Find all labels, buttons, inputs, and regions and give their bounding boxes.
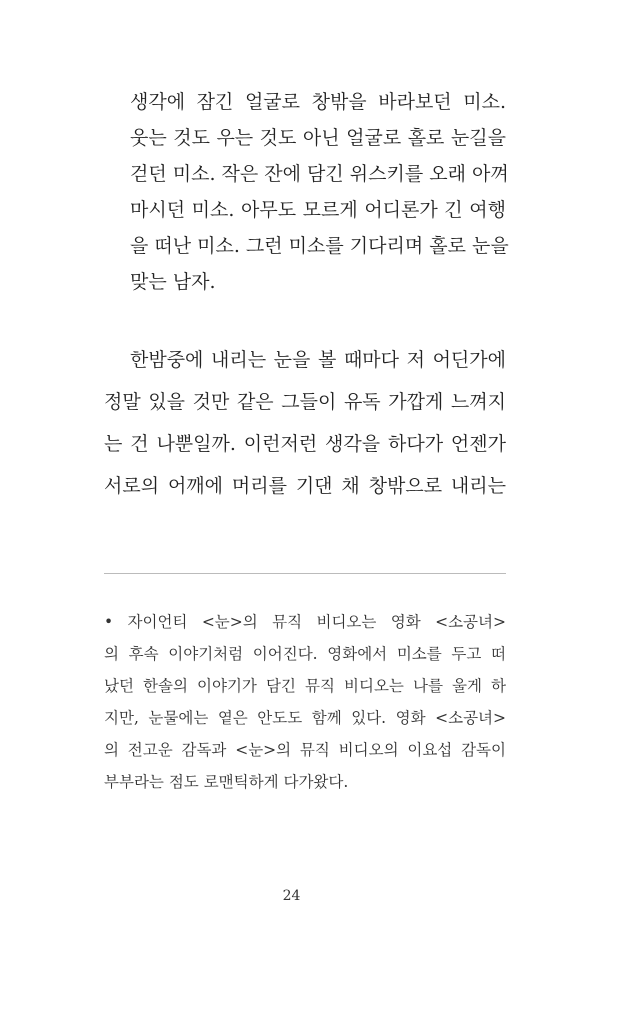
footnote-line: • 자이언티 <눈>의 뮤직 비디오는 영화 <소공녀> [104,613,506,631]
quote-line: 을 떠난 미소. 그런 미소를 기다리며 홀로 눈을 [130,235,509,257]
page-number: 24 [282,888,301,904]
body-line: 한밤중에 내리는 눈을 볼 때마다 저 어딘가에 [130,349,506,371]
quote-line: 생각에 잠긴 얼굴로 창밖을 바라보던 미소. [130,91,506,113]
footnote-divider [104,573,506,574]
body-line: 서로의 어깨에 머리를 기댄 채 창밖으로 내리는 [104,475,506,497]
footnote-line: 부부라는 점도 로맨틱하게 다가왔다. [104,773,349,791]
footnote-line: 의 후속 이야기처럼 이어진다. 영화에서 미소를 두고 떠 [104,645,506,663]
footnote-line: 지만, 눈물에는 옅은 안도도 함께 있다. 영화 <소공녀> [104,709,506,727]
footnote-line: 의 전고운 감독과 <눈>의 뮤직 비디오의 이요섭 감독이 [104,741,506,759]
quote-line: 맞는 남자. [130,271,216,293]
footnote-line: 났던 한솔의 이야기가 담긴 뮤직 비디오는 나를 울게 하 [104,677,506,695]
body-line: 는 건 나뿐일까. 이런저런 생각을 하다가 언젠가 [104,433,506,455]
quote-line: 마시던 미소. 아무도 모르게 어디론가 긴 여행 [130,199,506,221]
quote-line: 걷던 미소. 작은 잔에 담긴 위스키를 오래 아껴 [130,163,509,185]
quote-line: 웃는 것도 우는 것도 아닌 얼굴로 홀로 눈길을 [130,127,506,149]
body-line: 정말 있을 것만 같은 그들이 유독 가깝게 느껴지 [104,391,506,413]
